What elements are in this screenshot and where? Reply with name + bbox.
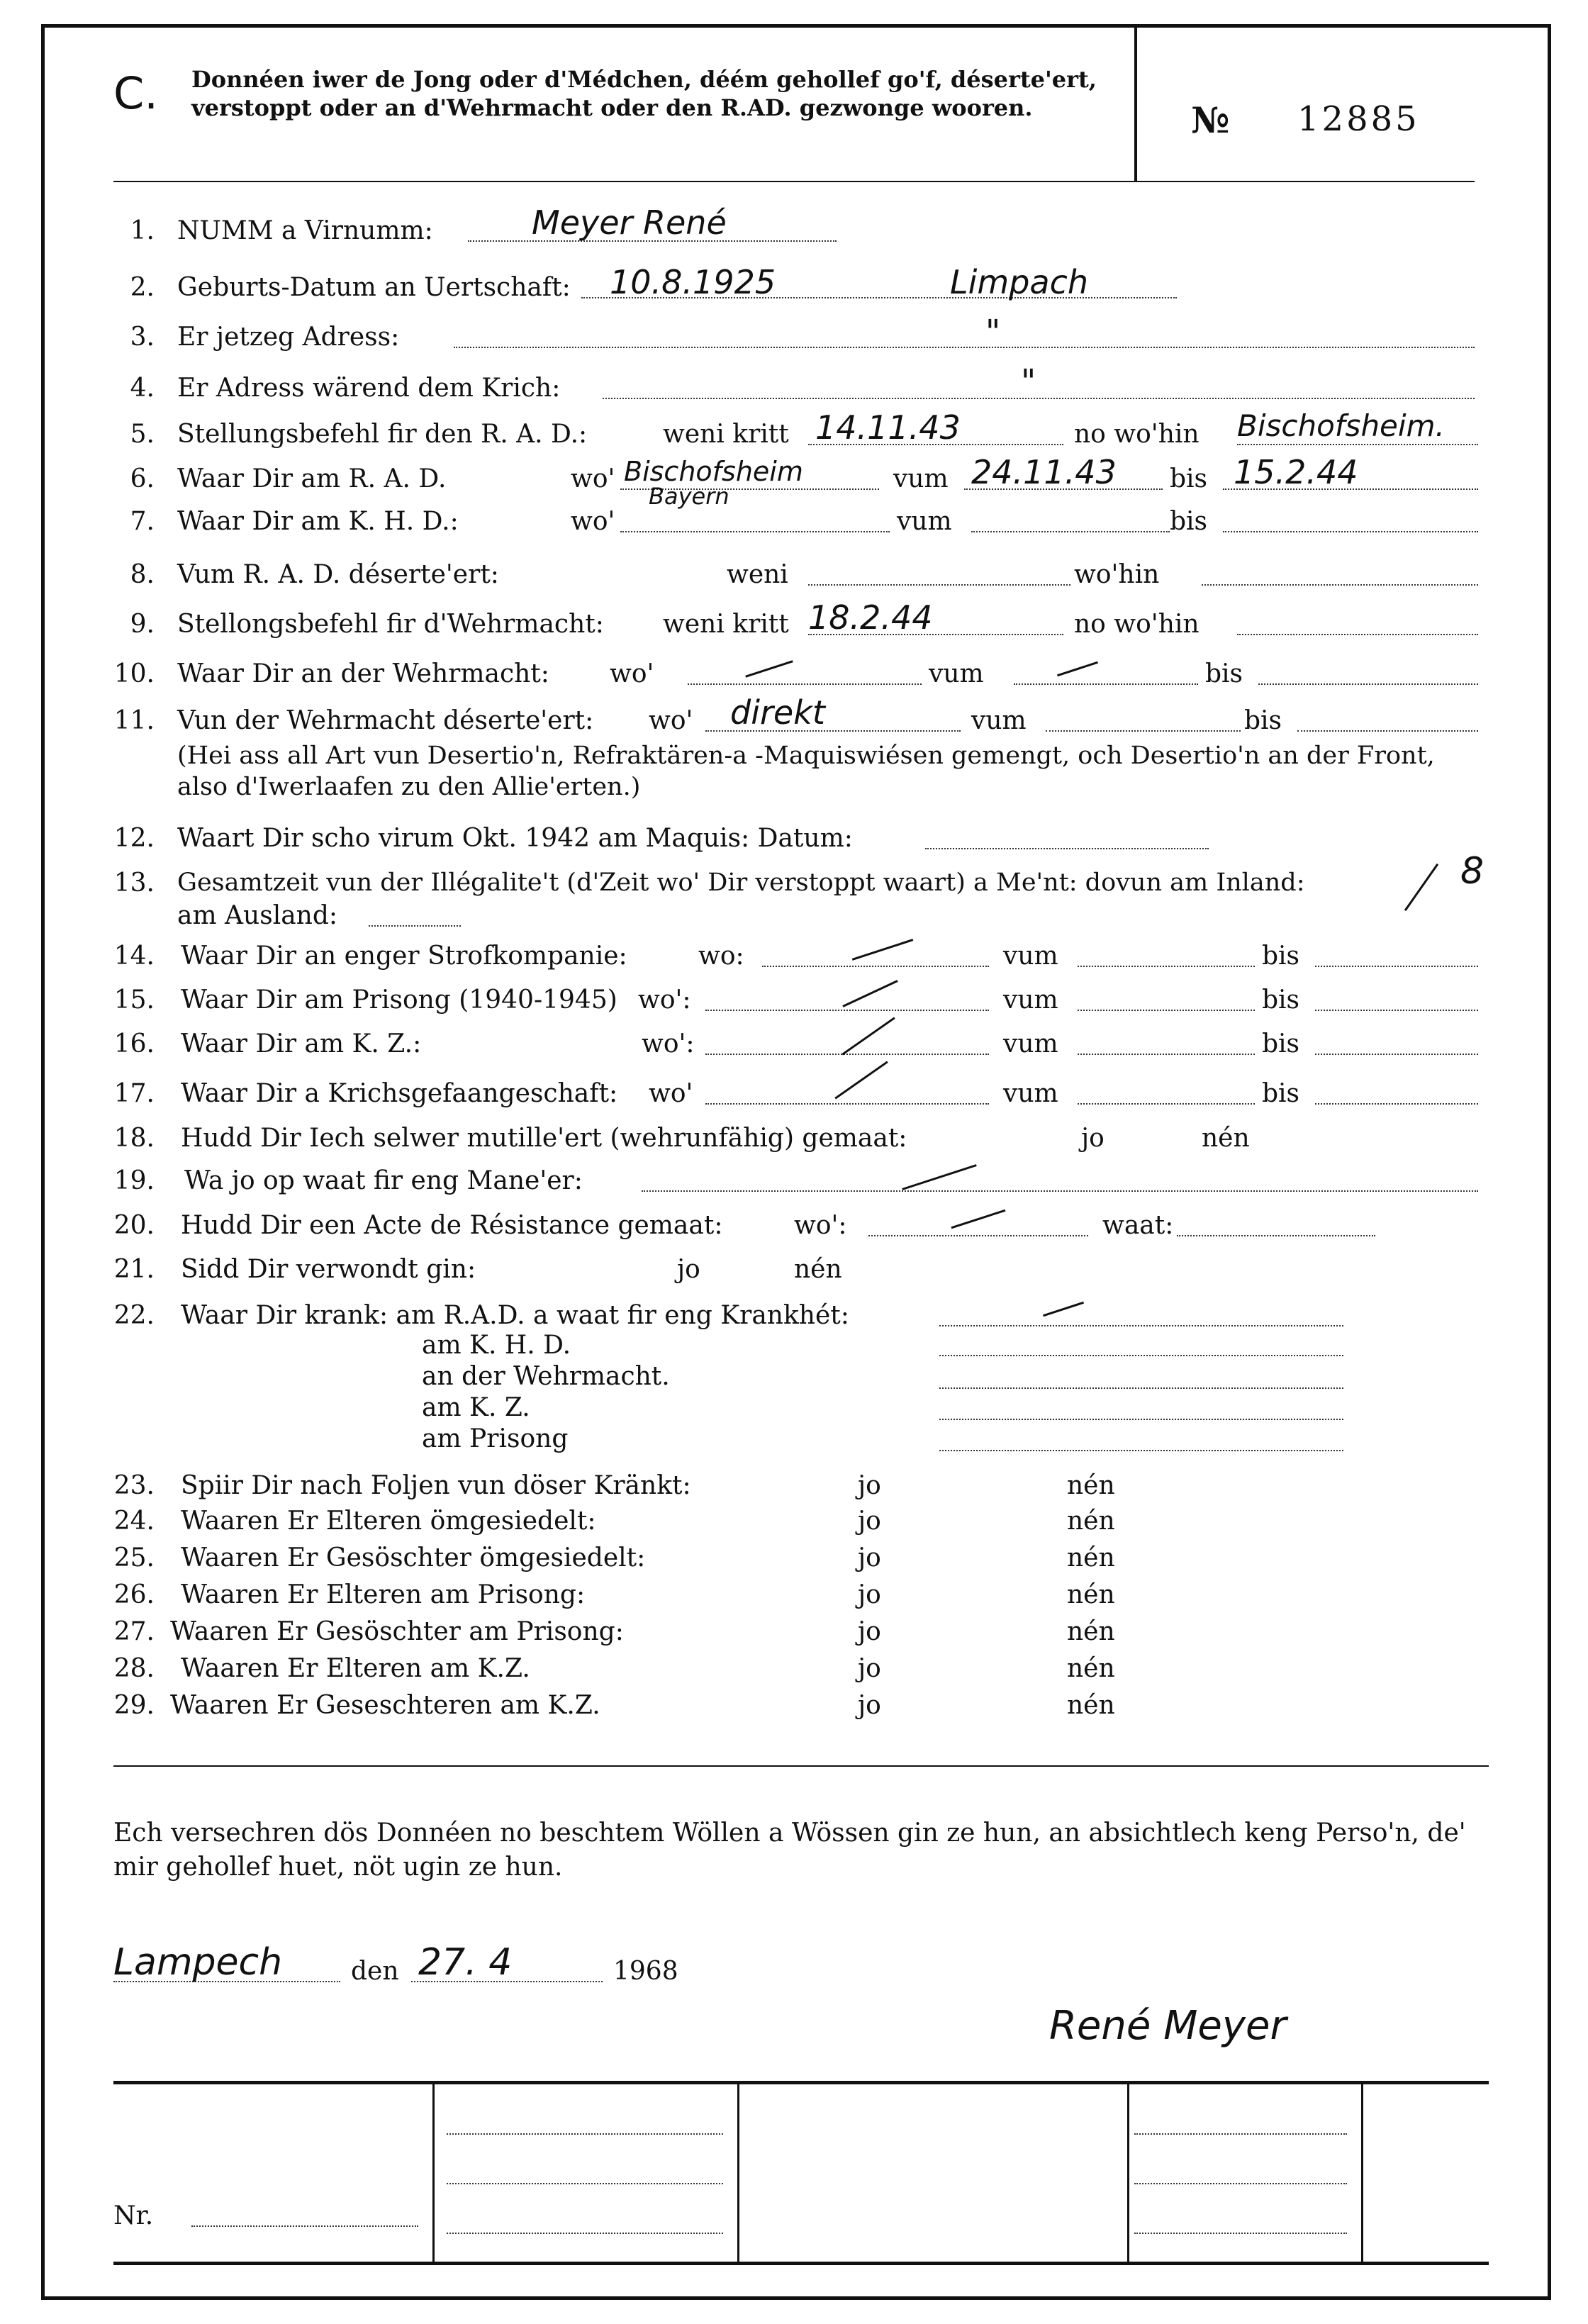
field-label: bis bbox=[1262, 1079, 1300, 1108]
field-label: Waart Dir scho virum Okt. 1942 am Maquis: Datum: bbox=[177, 824, 853, 853]
input-line[interactable] bbox=[1315, 1029, 1478, 1055]
field-number: 15. bbox=[113, 985, 155, 1015]
field-label: bis bbox=[1205, 659, 1243, 688]
field-number: 3. bbox=[130, 323, 155, 352]
field-label: waat: bbox=[1102, 1211, 1174, 1240]
field-label: Waar Dir an enger Strofkompanie: bbox=[181, 942, 627, 971]
field-label: Sidd Dir verwondt gin: bbox=[181, 1255, 476, 1284]
footer-line[interactable] bbox=[1134, 2208, 1347, 2234]
input-line[interactable] bbox=[971, 507, 1170, 532]
input-line[interactable] bbox=[1014, 659, 1198, 685]
header-divider bbox=[1134, 28, 1137, 181]
option-nen[interactable]: nén bbox=[1067, 1691, 1115, 1720]
nr-label: Nr. bbox=[113, 2201, 154, 2230]
field-note: (Hei ass all Art vun Desertio'n, Refraktären-a -Maquiswiésen gemengt, och Desertio'n an der Front, also d'Iwerlaafen zu den Allie'erten.) bbox=[177, 742, 1435, 801]
option-nen[interactable]: nén bbox=[1067, 1580, 1115, 1609]
field-number: 23. bbox=[113, 1471, 155, 1500]
input-line[interactable] bbox=[762, 942, 989, 967]
field-label: Hudd Dir Iech selwer mutille'ert (wehrunfähig) gemaat: bbox=[181, 1124, 907, 1153]
input-line[interactable] bbox=[1078, 1079, 1255, 1105]
input-line[interactable] bbox=[603, 374, 1475, 399]
input-line[interactable] bbox=[939, 1331, 1343, 1356]
number-symbol: № bbox=[1191, 99, 1230, 141]
field-label: wo': bbox=[794, 1211, 847, 1240]
field-label: Spiir Dir nach Foljen vun döser Kränkt: bbox=[181, 1471, 691, 1500]
field-label: wo': bbox=[642, 1029, 695, 1058]
field-label: Waaren Er Gesöschter am Prisong: bbox=[170, 1617, 624, 1646]
field-number: 21. bbox=[113, 1255, 155, 1284]
section-rule bbox=[113, 1765, 1489, 1767]
field-label: Waar Dir am K. H. D.: bbox=[177, 507, 459, 536]
field-label: Er Adress wärend dem Krich: bbox=[177, 374, 561, 403]
handwritten-value: 8 bbox=[1460, 850, 1484, 893]
handwritten-place: Limpach bbox=[950, 263, 1089, 301]
field-number: 19. bbox=[113, 1166, 155, 1195]
option-jo[interactable]: jo bbox=[858, 1691, 881, 1720]
field-label: Waar Dir am Prisong (1940-1945) bbox=[181, 985, 617, 1015]
input-line[interactable] bbox=[1237, 610, 1478, 635]
sub-label: am K. H. D. bbox=[422, 1331, 571, 1360]
footer-rule-bottom bbox=[113, 2262, 1489, 2265]
field-number: 12. bbox=[113, 824, 155, 853]
input-line[interactable] bbox=[1258, 659, 1478, 685]
field-label: Waaren Er Elteren am K.Z. bbox=[181, 1654, 530, 1683]
field-number: 25. bbox=[113, 1543, 155, 1572]
field-label: bis bbox=[1244, 706, 1282, 735]
field-label: weni bbox=[727, 560, 788, 589]
field-number: 2. bbox=[130, 273, 155, 302]
field-label: Stellungsbefehl fir den R. A. D.: bbox=[177, 420, 588, 449]
footer-line[interactable] bbox=[447, 2208, 723, 2234]
field-label: Waaren Er Elteren am Prisong: bbox=[181, 1580, 586, 1609]
field-label: wo' bbox=[571, 507, 615, 536]
signing-year: 1968 bbox=[613, 1957, 678, 1986]
field-number: 10. bbox=[113, 659, 155, 688]
field-number: 28. bbox=[113, 1654, 155, 1683]
field-label: am Ausland: bbox=[177, 901, 338, 930]
handwritten-place: Bischofsheim. bbox=[1237, 408, 1445, 443]
field-label: weni kritt bbox=[663, 420, 789, 449]
input-line[interactable] bbox=[1315, 1079, 1478, 1105]
field-label: bis bbox=[1170, 464, 1208, 493]
field-label: Waar Dir am R. A. D. bbox=[177, 464, 447, 493]
input-line[interactable] bbox=[1315, 985, 1478, 1011]
input-line[interactable] bbox=[1078, 985, 1255, 1011]
field-label: vum bbox=[1003, 1079, 1058, 1108]
field-label: NUMM a Virnumm: bbox=[177, 216, 433, 245]
field-number: 5. bbox=[130, 420, 155, 449]
handwritten-value: Meyer René bbox=[532, 203, 727, 242]
input-line[interactable] bbox=[1223, 507, 1478, 532]
option-nen[interactable]: nén bbox=[1067, 1617, 1115, 1646]
field-number: 11. bbox=[113, 706, 155, 735]
field-label: wo' bbox=[571, 464, 615, 493]
field-label: vum bbox=[1003, 942, 1058, 971]
option-jo[interactable]: jo bbox=[858, 1471, 881, 1500]
footer-col-divider bbox=[1361, 2081, 1363, 2265]
field-label: Waar Dir an der Wehrmacht: bbox=[177, 659, 549, 688]
input-line[interactable] bbox=[925, 824, 1209, 849]
field-label: Hudd Dir een Acte de Résistance gemaat: bbox=[181, 1211, 723, 1240]
option-nen[interactable]: nén bbox=[1067, 1654, 1115, 1683]
field-label: no wo'hin bbox=[1074, 610, 1200, 639]
input-line[interactable] bbox=[620, 507, 890, 532]
footer-col-divider bbox=[737, 2081, 739, 2265]
field-label: wo' bbox=[610, 659, 654, 688]
field-label: vum bbox=[893, 464, 949, 493]
field-label: Vun der Wehrmacht déserte'ert: bbox=[177, 706, 594, 735]
footer-line[interactable] bbox=[447, 2159, 723, 2184]
field-number: 9. bbox=[130, 610, 155, 639]
option-nen[interactable]: nén bbox=[1067, 1507, 1115, 1536]
field-number: 18. bbox=[113, 1124, 155, 1153]
section-letter: C. bbox=[113, 67, 158, 119]
handwritten-date: 10.8.1925 bbox=[610, 263, 776, 301]
field-number: 16. bbox=[113, 1029, 155, 1058]
field-number: 8. bbox=[130, 560, 155, 589]
option-jo[interactable]: jo bbox=[858, 1507, 881, 1536]
field-label: Vum R. A. D. déserte'ert: bbox=[177, 560, 499, 589]
field-label: vum bbox=[929, 659, 984, 688]
field-label: bis bbox=[1262, 985, 1300, 1015]
input-line[interactable] bbox=[1297, 706, 1478, 732]
option-jo[interactable]: jo bbox=[858, 1617, 881, 1646]
field-label: wo' bbox=[649, 1079, 693, 1108]
input-line[interactable] bbox=[939, 1363, 1343, 1389]
field-label: vum bbox=[1003, 985, 1058, 1015]
option-jo[interactable]: jo bbox=[858, 1543, 881, 1572]
signature: René Meyer bbox=[1049, 2003, 1287, 2049]
field-number: 14. bbox=[113, 942, 155, 971]
field-label: vum bbox=[897, 507, 952, 536]
field-number: 29. bbox=[113, 1691, 155, 1720]
field-number: 6. bbox=[130, 464, 155, 493]
header-rule bbox=[113, 181, 1475, 182]
field-number: 1. bbox=[130, 216, 155, 245]
input-line[interactable] bbox=[939, 1301, 1343, 1326]
field-number: 27. bbox=[113, 1617, 155, 1646]
input-line[interactable] bbox=[1078, 942, 1255, 967]
field-label: Waar Dir a Krichsgefaangeschaft: bbox=[181, 1079, 618, 1108]
field-number: 26. bbox=[113, 1580, 155, 1609]
footer-col-divider bbox=[432, 2081, 435, 2265]
handwritten-date: 14.11.43 bbox=[815, 408, 961, 447]
handwritten-place: direkt bbox=[730, 693, 825, 732]
input-line[interactable] bbox=[705, 985, 989, 1011]
form-number: 12885 bbox=[1297, 99, 1420, 139]
input-line[interactable] bbox=[939, 1395, 1343, 1420]
handwritten-date: 15.2.44 bbox=[1234, 453, 1358, 491]
den-label: den bbox=[351, 1957, 399, 1986]
input-line[interactable] bbox=[369, 901, 461, 927]
signing-place: Lampech bbox=[113, 1941, 283, 1984]
input-line[interactable] bbox=[705, 1079, 989, 1105]
option-jo[interactable]: jo bbox=[677, 1255, 700, 1284]
field-label: Waar Dir am K. Z.: bbox=[181, 1029, 422, 1058]
nr-line[interactable] bbox=[191, 2201, 418, 2227]
handwritten-value: " bbox=[1021, 362, 1036, 401]
field-label: wo' bbox=[649, 706, 693, 735]
field-label: Waaren Er Gesöschter ömgesiedelt: bbox=[181, 1543, 646, 1572]
field-number: 17. bbox=[113, 1079, 155, 1108]
form-heading: Donnéen iwer de Jong oder d'Médchen, déém gehollef go'f, déserte'ert, verstoppt oder an d'Wehrmacht oder den R.AD. gezwonge wooren. bbox=[191, 66, 1097, 121]
option-nen[interactable]: nén bbox=[1067, 1543, 1115, 1572]
handwritten-value: " bbox=[985, 313, 1001, 351]
input-line[interactable] bbox=[642, 1166, 1478, 1192]
handwritten-place: Bischofsheim bbox=[624, 456, 803, 487]
input-line[interactable] bbox=[808, 560, 1070, 586]
field-label: wo'hin bbox=[1074, 560, 1160, 589]
input-line[interactable] bbox=[939, 1426, 1343, 1451]
field-label: Geburts-Datum an Uertschaft: bbox=[177, 273, 571, 302]
option-nen[interactable]: nén bbox=[794, 1255, 842, 1284]
option-jo[interactable]: jo bbox=[858, 1580, 881, 1609]
field-label: wo: bbox=[698, 942, 744, 971]
field-label: Waar Dir krank: am R.A.D. a waat fir eng Krankhét: bbox=[181, 1301, 849, 1330]
option-nen[interactable]: nén bbox=[1067, 1471, 1115, 1500]
option-nen[interactable]: nén bbox=[1202, 1124, 1250, 1153]
field-label: no wo'hin bbox=[1074, 420, 1200, 449]
input-line[interactable] bbox=[1177, 1211, 1375, 1236]
sub-label: am K. Z. bbox=[422, 1393, 530, 1422]
field-label: Waaren Er Elteren ömgesiedelt: bbox=[181, 1507, 596, 1536]
field-label: Waaren Er Geseschteren am K.Z. bbox=[170, 1691, 600, 1720]
declaration-text: Ech versechren dös Donnéen no beschtem Wöllen a Wössen gin ze hun, an absichtlech keng Perso'n, de' mir gehollef huet, nöt ugin ze hun. bbox=[113, 1819, 1466, 1882]
field-label: Er jetzeg Adress: bbox=[177, 323, 400, 352]
field-number: 4. bbox=[130, 374, 155, 403]
field-label: Gesamtzeit vun der Illégalite't (d'Zeit wo' Dir verstoppt waart) a Me'nt: dovun am Inland: bbox=[177, 868, 1305, 897]
field-label: vum bbox=[1003, 1029, 1058, 1058]
field-number: 22. bbox=[113, 1301, 155, 1330]
field-number: 24. bbox=[113, 1507, 155, 1536]
sub-label: am Prisong bbox=[422, 1424, 569, 1453]
input-line[interactable] bbox=[868, 1211, 1088, 1236]
footer-line[interactable] bbox=[447, 2109, 723, 2135]
input-line[interactable] bbox=[1046, 706, 1241, 732]
field-label: Wa jo op waat fir eng Mane'er: bbox=[184, 1166, 583, 1195]
input-line[interactable] bbox=[1315, 942, 1478, 967]
handwritten-place: Bayern bbox=[649, 483, 729, 510]
field-label: bis bbox=[1262, 942, 1300, 971]
footer-line[interactable] bbox=[1134, 2109, 1347, 2135]
input-line[interactable] bbox=[454, 323, 1475, 348]
field-number: 7. bbox=[130, 507, 155, 536]
field-label: bis bbox=[1262, 1029, 1300, 1058]
field-label: wo': bbox=[638, 985, 691, 1015]
handwritten-date: 18.2.44 bbox=[808, 598, 933, 637]
option-jo[interactable]: jo bbox=[858, 1654, 881, 1683]
field-number: 20. bbox=[113, 1211, 155, 1240]
footer-rule-top bbox=[113, 2081, 1489, 2084]
signing-date: 27. 4 bbox=[418, 1941, 513, 1984]
input-line[interactable] bbox=[1078, 1029, 1255, 1055]
field-label: bis bbox=[1170, 507, 1208, 536]
field-label: vum bbox=[971, 706, 1027, 735]
footer-col-divider bbox=[1127, 2081, 1129, 2265]
input-line[interactable] bbox=[1202, 560, 1478, 586]
footer-line[interactable] bbox=[1134, 2159, 1347, 2184]
sub-label: an der Wehrmacht. bbox=[422, 1362, 670, 1391]
handwritten-date: 24.11.43 bbox=[971, 453, 1117, 491]
input-line[interactable] bbox=[688, 659, 922, 685]
field-label: Stellongsbefehl fir d'Wehrmacht: bbox=[177, 610, 604, 639]
option-jo[interactable]: jo bbox=[1081, 1124, 1105, 1153]
field-number: 13. bbox=[113, 868, 155, 898]
field-label: weni kritt bbox=[663, 610, 789, 639]
